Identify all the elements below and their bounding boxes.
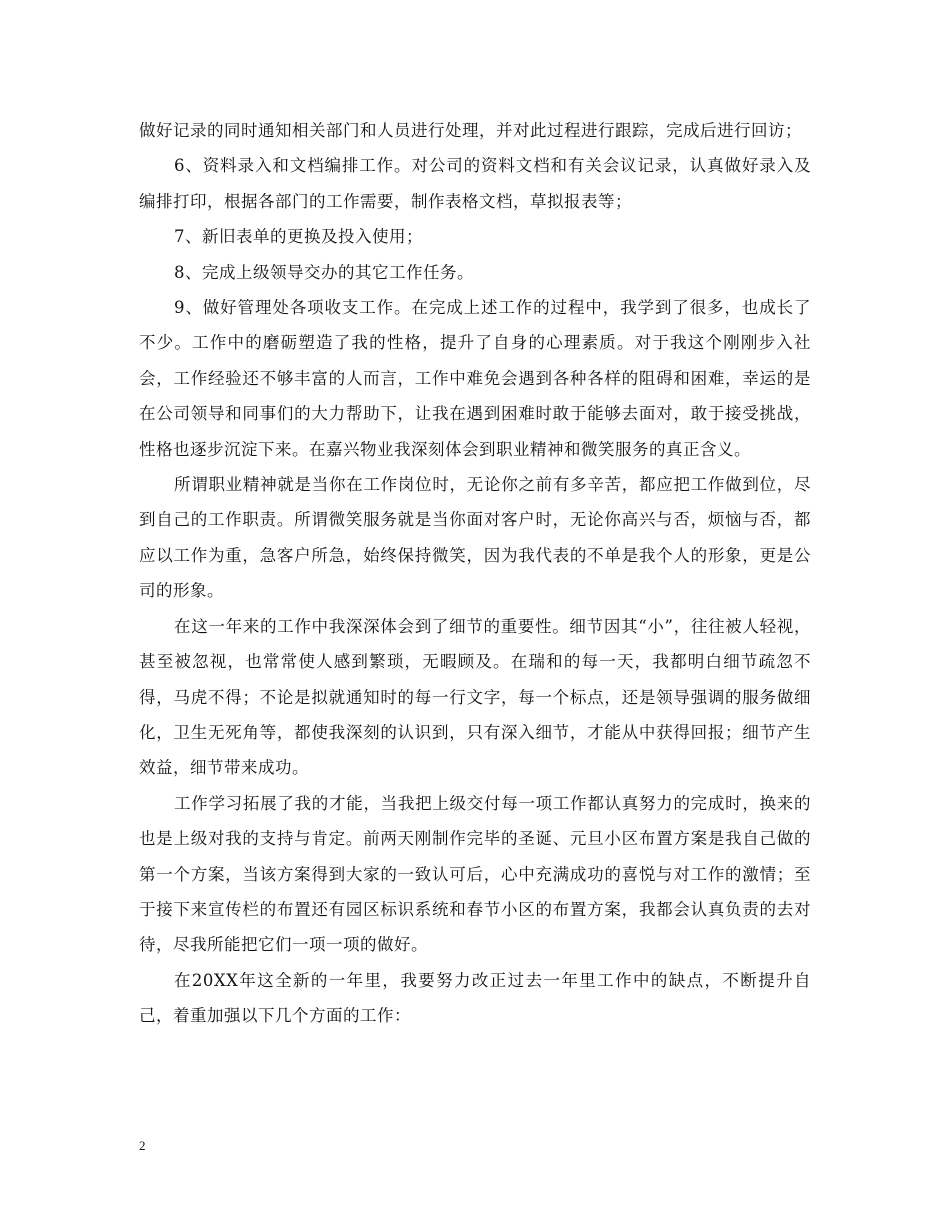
paragraph-7: 在这一年来的工作中我深深体会到了细节的重要性。细节因其“小”，往往被人轻视，甚至被忽视，也常常使人感到繁琐，无暇顾及。在瑞和的每一天，我都明白细节疏忽不得，马虎不得；不论是拟就通知时的每一行文字，每一个标点，还是领导强调的服务做细化，卫生无死角等，都使我深刻的认识到，只有深入细节，才能从中获得回报；细节产生效益，细节带来成功。 [139,616,811,778]
paragraph-6: 所谓职业精神就是当你在工作岗位时，无论你之前有多辛苦，都应把工作做到位，尽到自己的工作职责。所谓微笑服务就是当你面对客户时，无论你高兴与否，烦恼与否，都应以工作为重，急客户所急，始终保持微笑，因为我代表的不单是我个人的形象，更是公司的形象。 [139,475,811,601]
page-number: 2 [139,1138,146,1153]
paragraph-8: 工作学习拓展了我的才能，当我把上级交付每一项工作都认真努力的完成时，换来的也是上级对我的支持与肯定。前两天刚制作完毕的圣诞、元旦小区布置方案是我自己做的第一个方案，当该方案得到大家的一致认可后，心中充满成功的喜悦与对工作的激情；至于接下来宣传栏的布置还有园区标识系统和春节小区的布置方案，我都会认真负责的去对待，尽我所能把它们一项一项的做好。 [139,793,811,955]
paragraph-9: 在20XX年这全新的一年里，我要努力改正过去一年里工作中的缺点，不断提升自己，着重加强以下几个方面的工作： [139,970,811,1026]
paragraph-5: 9、做好管理处各项收支工作。在完成上述工作的过程中，我学到了很多，也成长了不少。工作中的磨砺塑造了我的性格，提升了自身的心理素质。对于我这个刚刚步入社会，工作经验还不够丰富的人而言，工作中难免会遇到各种各样的阻碍和困难，幸运的是在公司领导和同事们的大力帮助下，让我在遇到困难时敢于能够去面对，敢于接受挑战，性格也逐步沉淀下来。在嘉兴物业我深刻体会到职业精神和微笑服务的真正含义。 [139,298,811,459]
paragraph-2: 6、资料录入和文档编排工作。对公司的资料文档和有关会议记录，认真做好录入及编排打印，根据各部门的工作需要，制作表格文档，草拟报表等； [139,156,811,211]
document-body [139,113,811,1034]
paragraph-4: 8、完成上级领导交办的其它工作任务。 [174,262,474,282]
paragraph-3: 7、新旧表单的更换及投入使用； [174,227,423,247]
paragraph-1: 做好记录的同时通知相关部门和人员进行处理，并对此过程进行跟踪，完成后进行回访； [139,121,802,140]
